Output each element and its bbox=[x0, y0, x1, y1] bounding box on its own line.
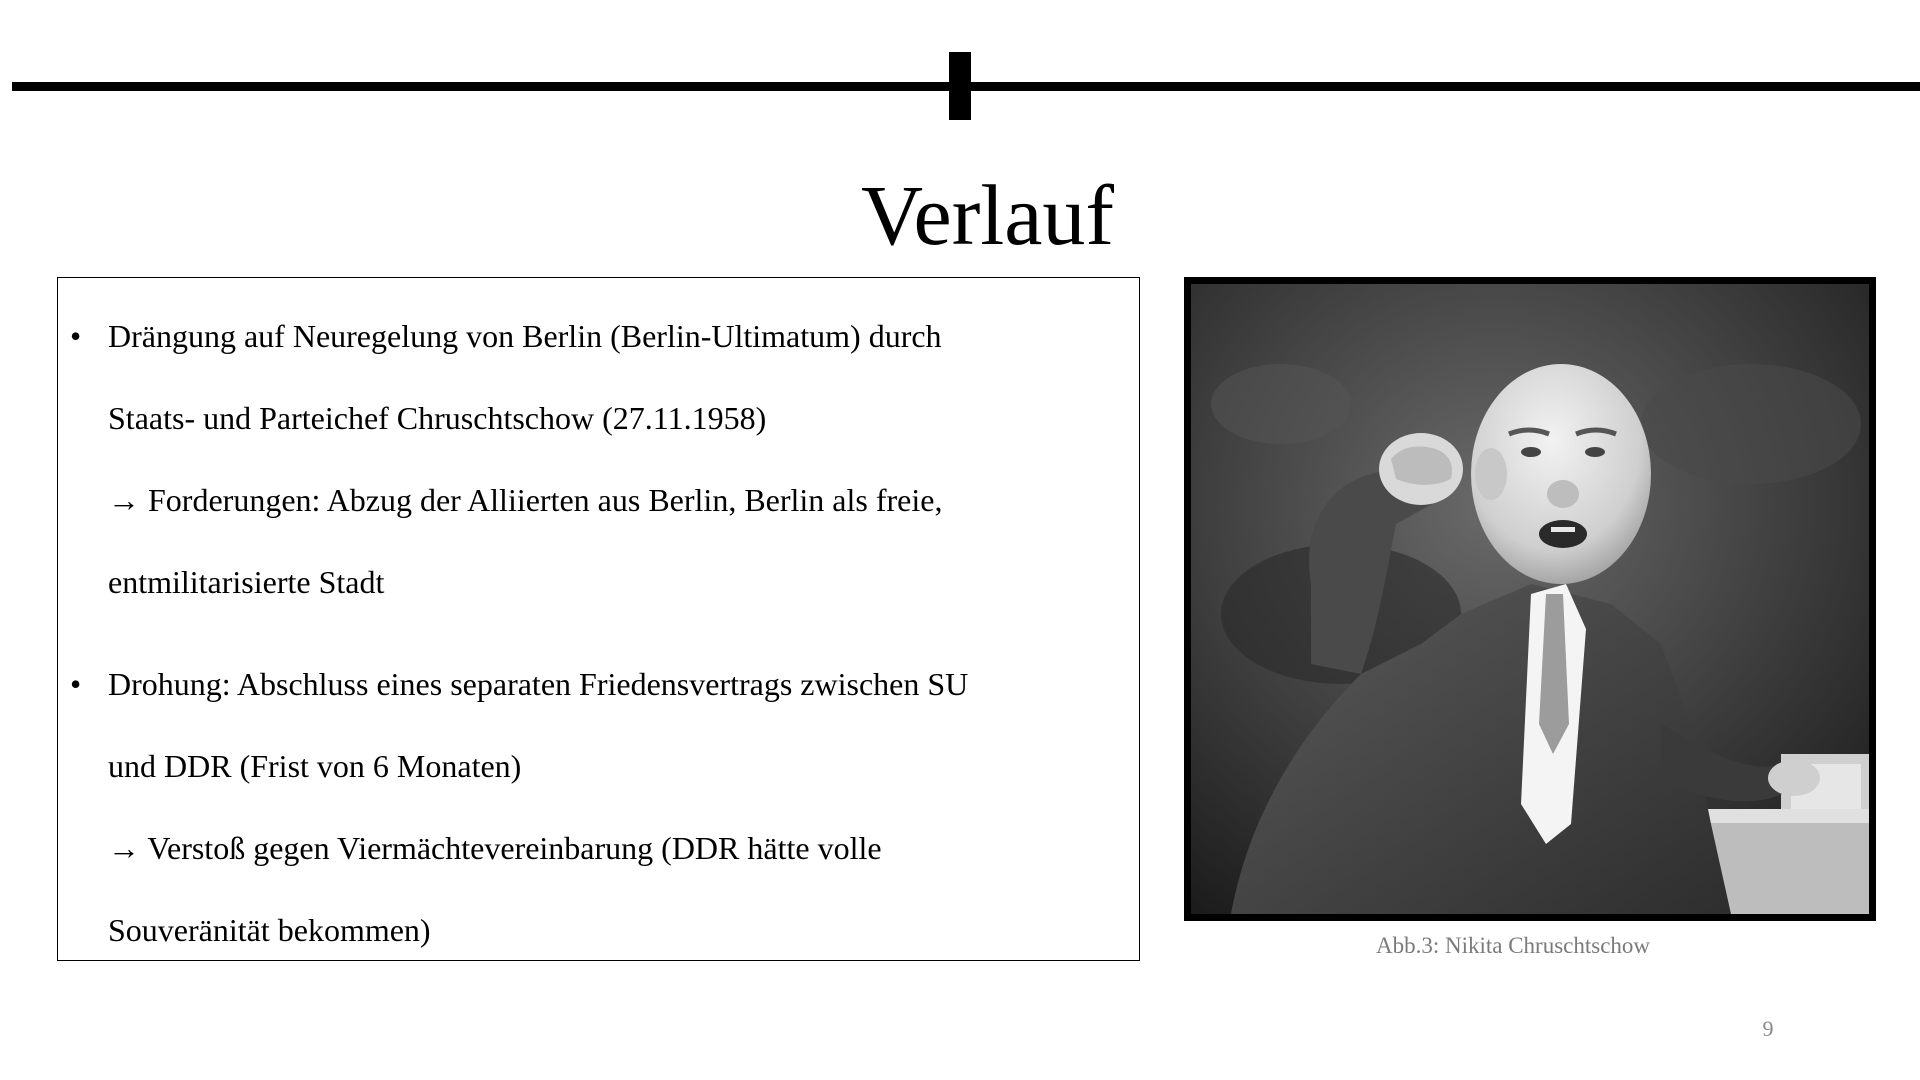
figure-caption: Abb.3: Nikita Chruschtschow bbox=[1375, 933, 1651, 958]
bullet-1-consequence-line-1: → Forderungen: Abzug der Alliierten aus Berlin, Berlin als freie, bbox=[108, 482, 943, 518]
bullet-2-line-1: Drohung: Abschluss eines separaten Friedensvertrags zwischen SU bbox=[108, 666, 969, 702]
photo-frame bbox=[1184, 277, 1876, 921]
slide-title: Verlauf bbox=[860, 167, 1115, 263]
bullet-2-consequence-line-2: Souveränität bekommen) bbox=[108, 912, 431, 948]
bullet-marker: • bbox=[70, 318, 82, 354]
bullet-1-line-2: Staats- und Parteichef Chruschtschow (27.11.1958) bbox=[108, 400, 767, 436]
bullet-1-consequence-line-2: entmilitarisierte Stadt bbox=[108, 564, 385, 600]
bullet-2-consequence-line-1: → Verstoß gegen Viermächtevereinbarung (DDR hätte volle bbox=[108, 830, 882, 866]
bullet-1-line-1: Drängung auf Neuregelung von Berlin (Berlin-Ultimatum) durch bbox=[108, 318, 942, 354]
bullet-marker: • bbox=[70, 666, 82, 702]
bullet-2-line-2: und DDR (Frist von 6 Monaten) bbox=[108, 748, 522, 784]
page-number: 9 bbox=[1762, 1016, 1774, 1041]
top-rule-tick bbox=[949, 52, 971, 120]
portrait-photo bbox=[1191, 284, 1869, 914]
